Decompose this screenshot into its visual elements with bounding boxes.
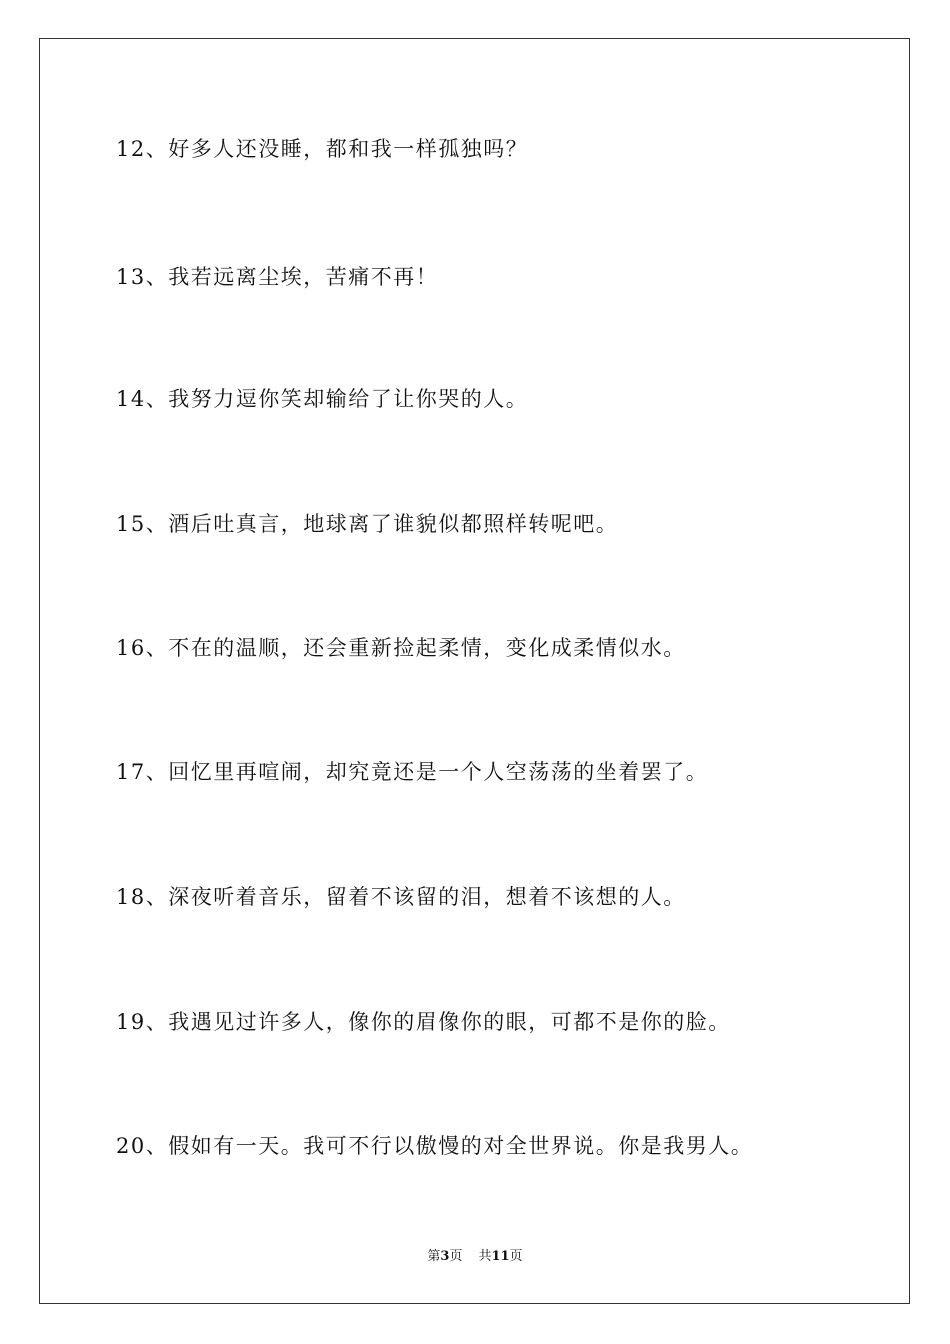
- text-line-20: 20、假如有一天。我可不行以傲慢的对全世界说。你是我男人。: [116, 1134, 754, 1158]
- text-line-13: 13、我若远离尘埃，苦痛不再！: [116, 265, 439, 289]
- text-line-16: 16、不在的温顺，还会重新捡起柔情，变化成柔情似水。: [116, 636, 686, 660]
- total-page-count: 11: [491, 1249, 510, 1264]
- page-suffix: 页: [449, 1249, 463, 1264]
- total-prefix: 共: [478, 1249, 492, 1264]
- text-line-19: 19、我遇见过许多人，像你的眉像你的眼，可都不是你的脸。: [116, 1010, 731, 1034]
- page-frame: [39, 38, 910, 1304]
- total-suffix: 页: [509, 1249, 523, 1264]
- page-footer: [0, 1248, 950, 1266]
- page-prefix: 第: [427, 1249, 441, 1264]
- text-line-14: 14、我努力逗你笑却输给了让你哭的人。: [116, 387, 529, 411]
- text-line-12: 12、好多人还没睡，都和我一样孤独吗？: [116, 137, 529, 161]
- current-page-number: 3: [440, 1249, 450, 1264]
- text-line-15: 15、酒后吐真言，地球离了谁貌似都照样转呢吧。: [116, 512, 619, 536]
- text-line-17: 17、回忆里再喧闹，却究竟还是一个人空荡荡的坐着罢了。: [116, 760, 709, 784]
- text-line-18: 18、深夜听着音乐，留着不该留的泪，想着不该想的人。: [116, 885, 686, 909]
